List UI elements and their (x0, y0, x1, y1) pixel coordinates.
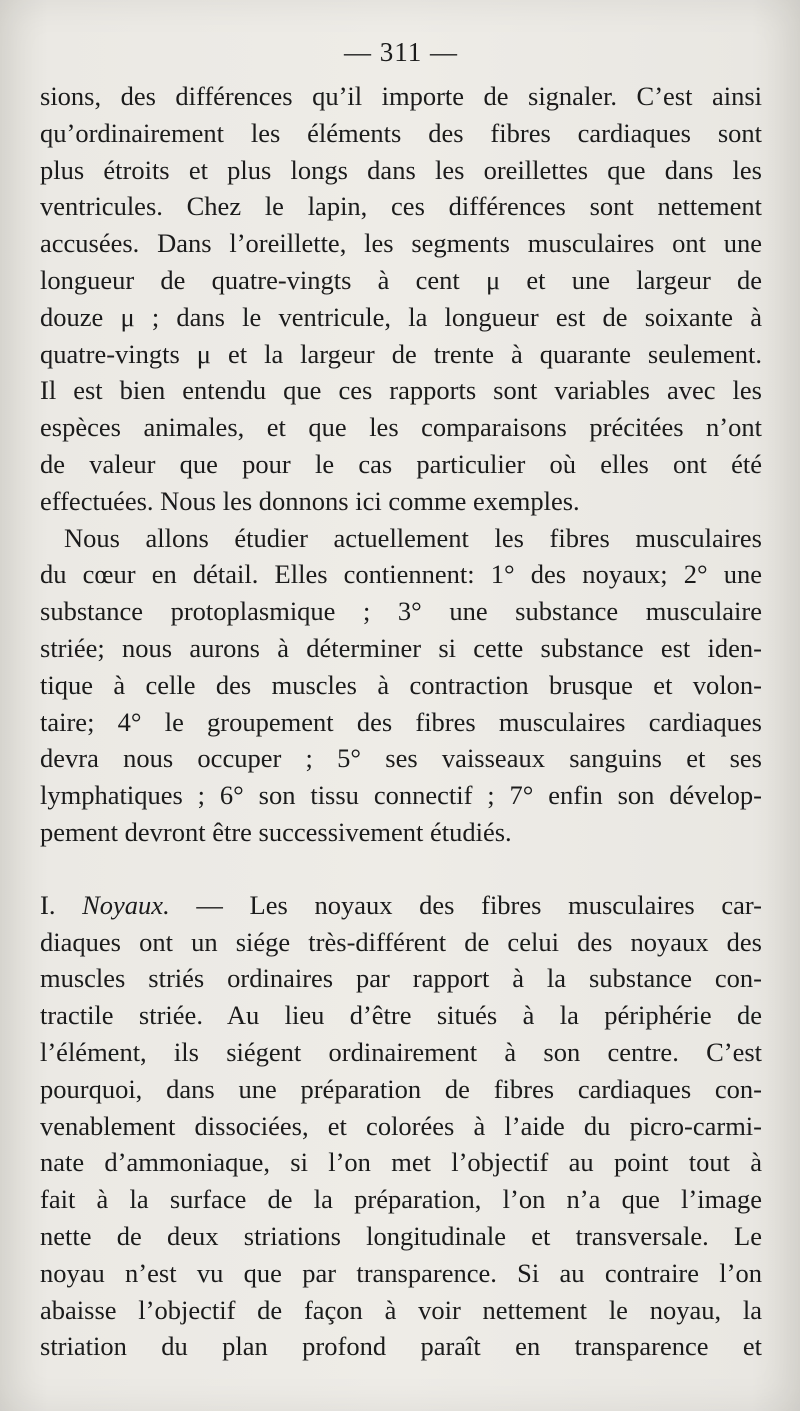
section-title: Noyaux. (82, 889, 170, 920)
text-line: noyau n’est vu que par transparence. Si au contraire l’on (40, 1257, 762, 1288)
text-line: quatre-vingts μ et la largeur de trente à quarante seulement. (40, 338, 762, 369)
text-line: l’élément, ils siégent ordinairement à son centre. C’est (40, 1036, 762, 1067)
text-line: substance protoplasmique ; 3° une substance musculaire (40, 596, 762, 627)
text-line: lymphatiques ; 6° son tissu connectif ; 7° enfin son dévelop- (40, 780, 762, 811)
text-line: abaisse l’objectif de façon à voir nettement le noyau, la (40, 1294, 762, 1325)
page-number: — 311 — (344, 37, 458, 67)
text-line: tique à celle des muscles à contraction brusque et volon- (40, 669, 762, 700)
text-line: douze μ ; dans le ventricule, la longueur est de soixante à (40, 301, 762, 332)
paragraph-1 (40, 78, 762, 520)
text-line: devra nous occuper ; 5° ses vaisseaux sanguins et ses (40, 743, 762, 774)
text-line: diaques ont un siége très-différent de celui des noyaux des (40, 926, 762, 957)
text-line: du cœur en détail. Elles contiennent: 1° des noyaux; 2° une (40, 559, 762, 590)
text-line: Il est bien entendu que ces rapports sont variables avec les (40, 375, 762, 406)
text-line: longueur de quatre-vingts à cent μ et une largeur de (40, 264, 762, 295)
text-line: venablement dissociées, et colorées à l’aide du picro-carmi- (40, 1110, 762, 1141)
section-gap (40, 851, 762, 887)
text-line: effectuées. Nous les donnons ici comme exemples. (40, 485, 580, 516)
text-line: striée; nous aurons à déterminer si cette substance est iden- (40, 632, 762, 663)
text-line: muscles striés ordinaires par rapport à la substance con- (40, 963, 762, 994)
section-dash: — (169, 889, 250, 920)
text-line: Les noyaux des fibres musculaires car- (249, 889, 763, 920)
text-line: de valeur que pour le cas particulier où elles ont été (40, 448, 762, 479)
text-line: Nous allons étudier actuellement les fibres musculaires (64, 522, 762, 553)
text-line: fait à la surface de la préparation, l’on n’a que l’image (40, 1184, 762, 1215)
text-line: nette de deux striations longitudinale et transversale. Le (40, 1220, 762, 1251)
text-line: pement devront être successivement étudiés. (40, 816, 512, 847)
text-line: accusées. Dans l’oreillette, les segments musculaires ont une (40, 228, 762, 259)
paragraph-2 (40, 520, 762, 851)
text-line: tractile striée. Au lieu d’être situés à la périphérie de (40, 1000, 762, 1031)
text-line: striation du plan profond paraît en transparence et (40, 1331, 762, 1362)
text-line: espèces animales, et que les comparaisons précitées n’ont (40, 412, 762, 443)
section-heading-line (40, 887, 762, 924)
section-number: I. (40, 889, 56, 920)
text-line: ventricules. Chez le lapin, ces différences sont nettement (40, 191, 762, 222)
text-line: pourquoi, dans une préparation de fibres cardiaques con- (40, 1073, 762, 1104)
text-line: sions, des différences qu’il importe de signaler. C’est ainsi (40, 81, 762, 111)
text-line: plus étroits et plus longs dans les oreillettes que dans les (40, 154, 762, 185)
text-line: nate d’ammoniaque, si l’on met l’objectif au point tout à (40, 1147, 762, 1178)
text-line: qu’ordinairement les éléments des fibres cardiaques sont (40, 117, 762, 148)
text-line: taire; 4° le groupement des fibres musculaires cardiaques (40, 706, 762, 737)
paragraph-3 (40, 887, 762, 1365)
